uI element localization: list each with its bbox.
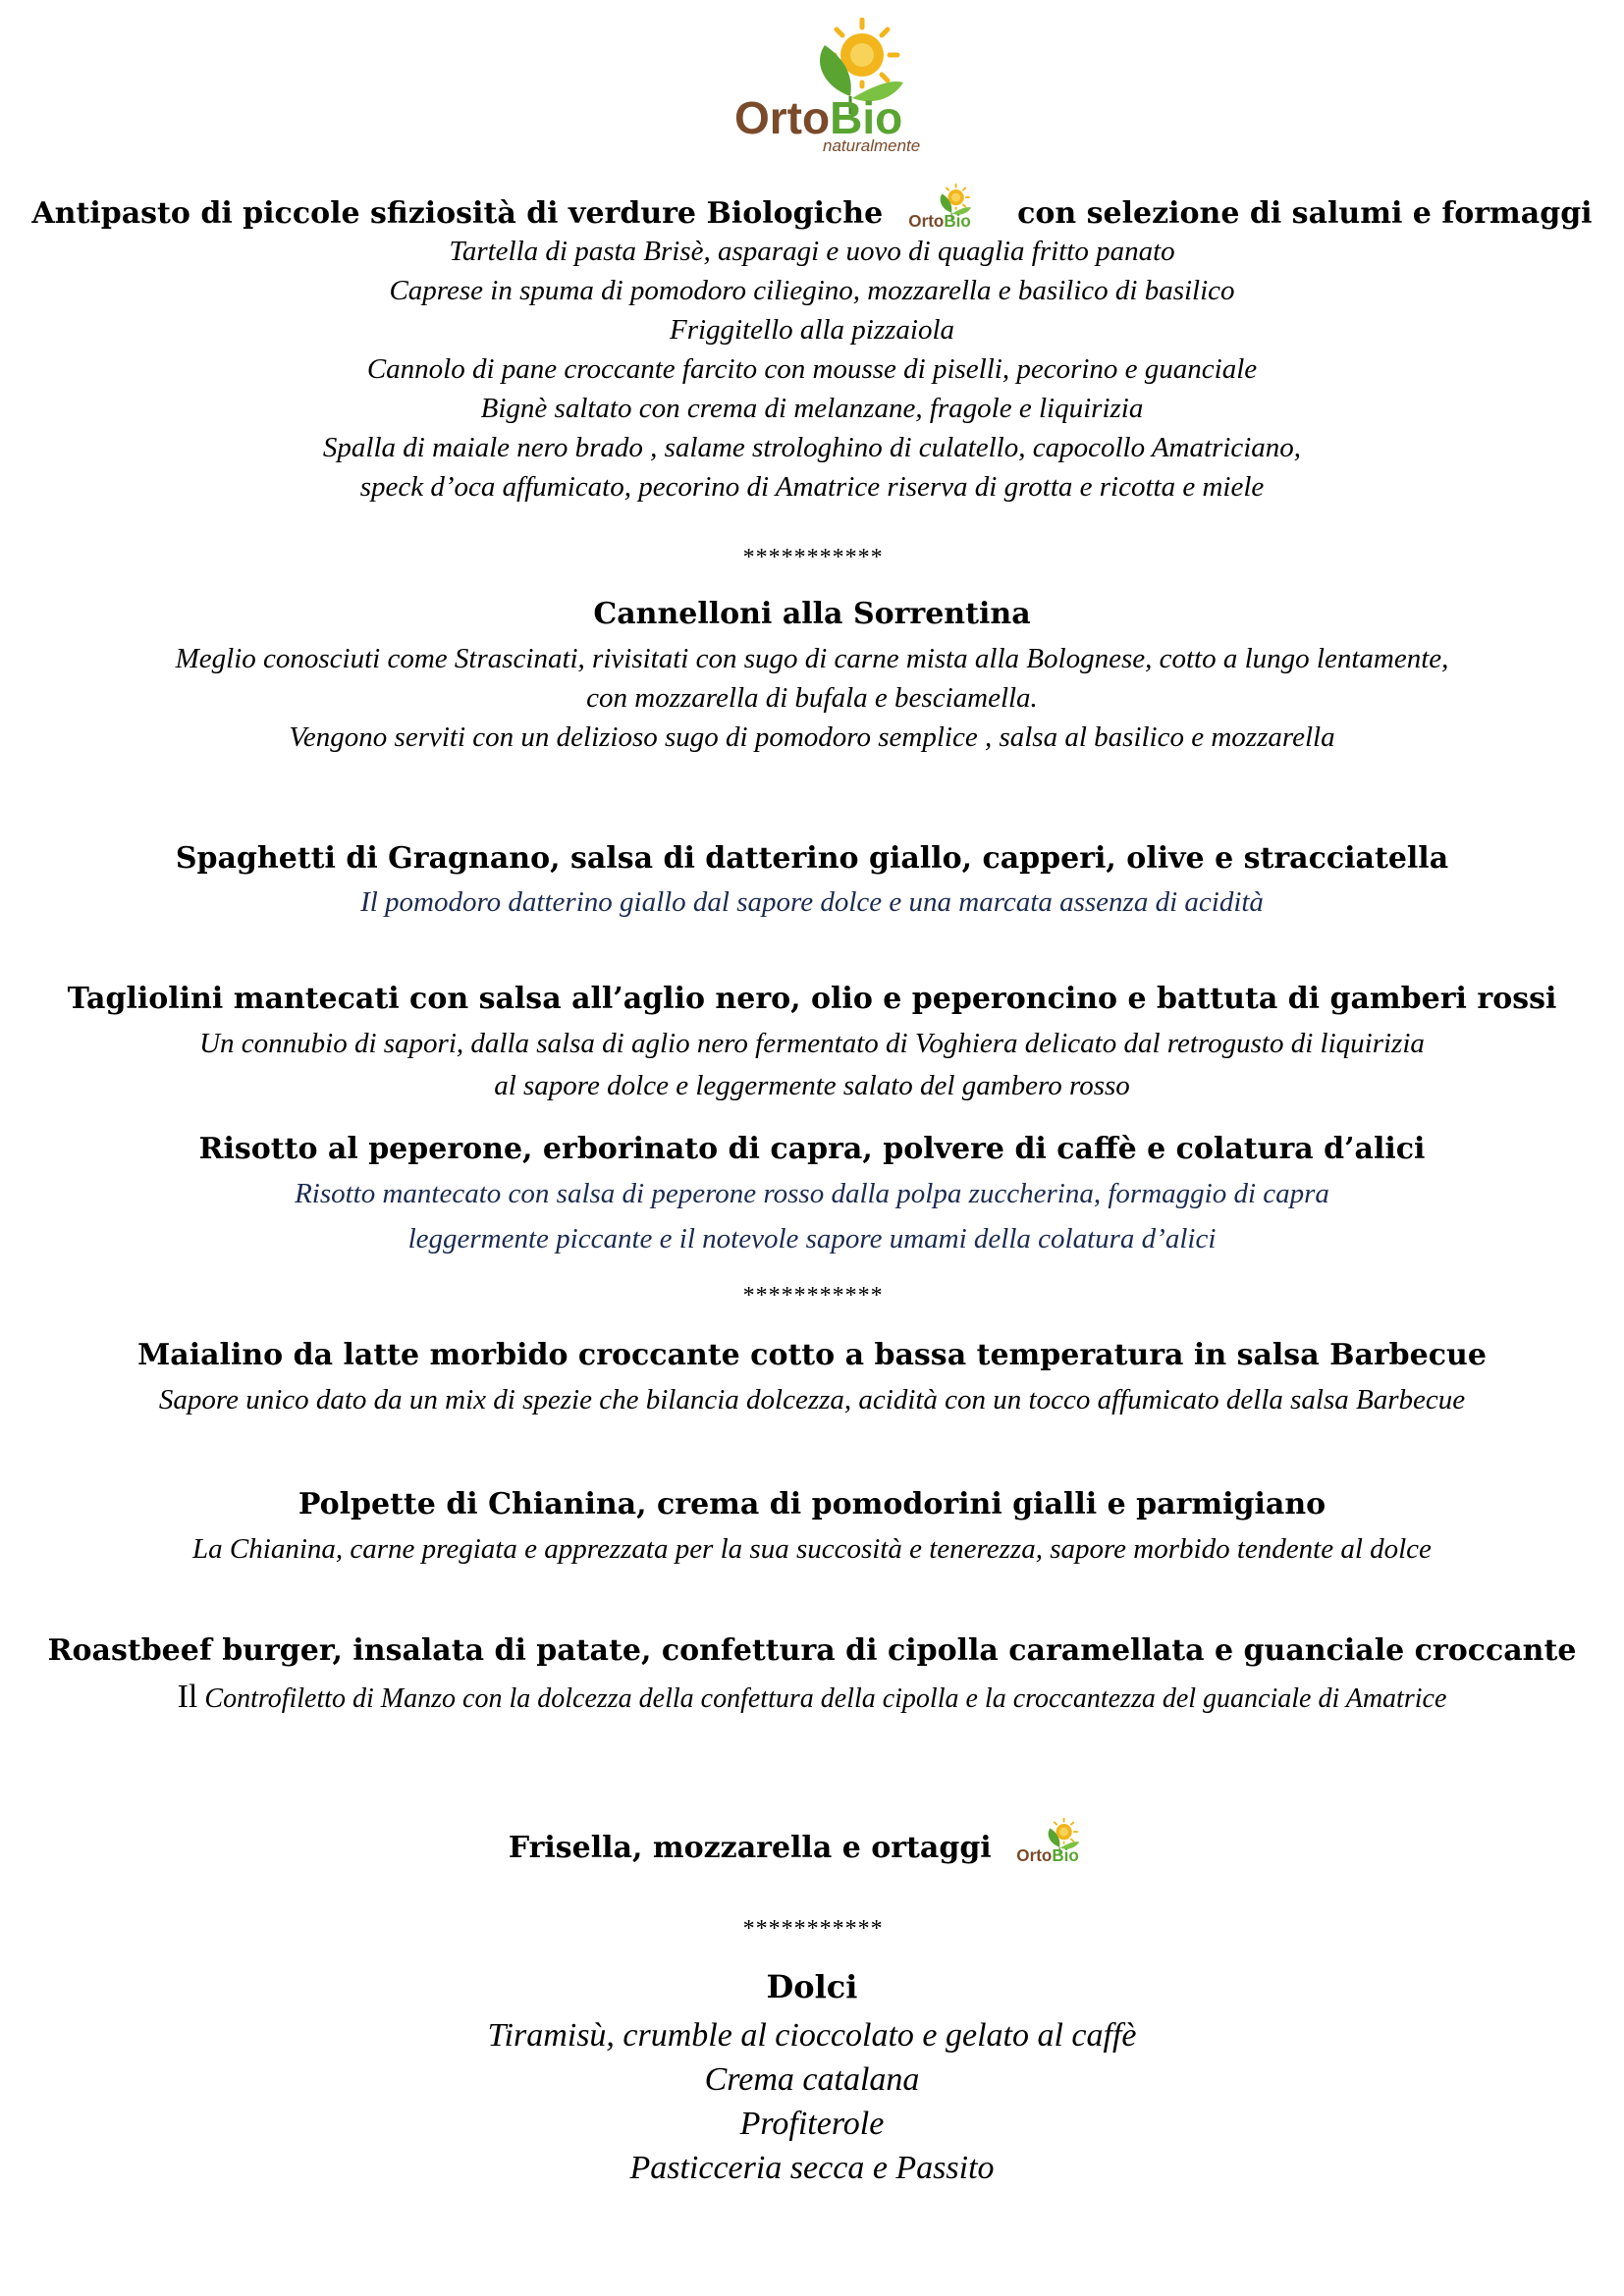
antipasto-item: speck d’oca affumicato, pecorino di Amatrice riserva di grotta e ricotta e miele [359, 471, 1265, 503]
spaghetti-title: Spaghetti di Gragnano, salsa di datterino giallo, capperi, olive e stracciatella [175, 841, 1449, 876]
polpette-desc: La Chianina, carne pregiata e apprezzata per la sua succosità e tenerezza, sapore morbido tendente al dolce [192, 1533, 1432, 1565]
roastbeef-desc-prefix: Il [177, 1679, 198, 1715]
dolci-title: Dolci [766, 1968, 858, 2005]
antipasto-item: Tartella di pasta Brisè, asparagi e uovo di quaglia fritto panato [449, 236, 1175, 267]
risotto-title: Risotto al peperone, erborinato di capra, polvere di caffè e colatura d’alici [198, 1132, 1426, 1166]
antipasto-title-before: Antipasto di piccole sfiziosità di verdure Biologiche [31, 196, 884, 231]
svg-text:OrtoBio: OrtoBio [907, 211, 971, 231]
maialino-desc: Sapore unico dato da un mix di spezie che bilancia dolcezza, acidità con un tocco affumicato della salsa Barbecue [158, 1384, 1466, 1415]
antipasto-title-after: con selezione di salumi e formaggi [1017, 196, 1593, 231]
separator: *********** [741, 545, 883, 570]
polpette-title: Polpette di Chianina, crema di pomodorini gialli e parmigiano [298, 1487, 1326, 1522]
roastbeef-desc [0, 1679, 1624, 1716]
ortobio-small-logo [1009, 1818, 1108, 1869]
antipasto-title [0, 189, 1624, 240]
risotto-desc: leggermente piccante e il notevole sapore umami della colatura d’alici [407, 1223, 1217, 1255]
dolci-item: Profiterole [739, 2106, 885, 2142]
antipasto-item: Spalla di maiale nero brado , salame strologhino di culatello, capocollo Amatriciano, [322, 432, 1302, 463]
antipasto-item: Bignè saltato con crema di melanzane, fragole e liquirizia [480, 393, 1144, 424]
frisella-title [0, 1824, 1624, 1875]
cannelloni-desc: Vengono serviti con un delizioso sugo di pomodoro semplice , salsa al basilico e mozzarella [289, 721, 1335, 753]
svg-text:OrtoBio: OrtoBio [1016, 1845, 1080, 1865]
logo-tagline: naturalmente [823, 136, 921, 155]
antipasto-item: Friggitello alla pizzaiola [669, 314, 954, 346]
logo-text-orto: Orto [734, 92, 831, 143]
tagliolini-title: Tagliolini mantecati con salsa all’aglio nero, olio e peperoncino e battuta di gamberi rossi [67, 982, 1557, 1016]
cannelloni-title: Cannelloni alla Sorrentina [593, 597, 1031, 631]
cannelloni-desc: Meglio conosciuti come Strascinati, rivisitati con sugo di carne mista alla Bolognese, cotto a lungo lentamente, [175, 643, 1449, 674]
separator: *********** [741, 1916, 883, 1942]
spaghetti-desc: Il pomodoro datterino giallo dal sapore dolce e una marcata assenza di acidità [360, 886, 1264, 918]
dolci-item: Pasticceria secca e Passito [629, 2150, 995, 2186]
dolci-item: Tiramisù, crumble al cioccolato e gelato al caffè [487, 2017, 1137, 2054]
risotto-desc: Risotto mantecato con salsa di peperone rosso dalla polpa zuccherina, formaggio di capra [295, 1178, 1329, 1209]
roastbeef-title: Roastbeef burger, insalata di patate, confettura di cipolla caramellata e guanciale croccante [47, 1633, 1577, 1668]
logo-text-bio: Bio [830, 92, 903, 143]
tagliolini-desc: Un connubio di sapori, dalla salsa di aglio nero fermentato di Voghiera delicato dal retrogusto di liquirizia [199, 1028, 1425, 1059]
dolci-item: Crema catalana [704, 2061, 920, 2098]
frisella-title-text: Frisella, mozzarella e ortaggi [508, 1831, 992, 1865]
maialino-title: Maialino da latte morbido croccante cotto a bassa temperatura in salsa Barbecue [137, 1338, 1487, 1372]
ortobio-small-logo [901, 184, 1000, 235]
separator: *********** [741, 1283, 883, 1308]
ortobio-logo [734, 18, 960, 155]
roastbeef-desc-rest: Controfiletto di Manzo con la dolcezza della confettura della cipolla e la croccantezza del guanciale di Amatrice [204, 1683, 1447, 1714]
cannelloni-desc: con mozzarella di bufala e besciamella. [586, 682, 1038, 714]
antipasto-item: Caprese in spuma di pomodoro ciliegino, mozzarella e basilico di basilico [389, 275, 1235, 306]
tagliolini-desc: al sapore dolce e leggermente salato del gambero rosso [494, 1070, 1130, 1101]
antipasto-item: Cannolo di pane croccante farcito con mousse di piselli, pecorino e guanciale [366, 353, 1258, 385]
